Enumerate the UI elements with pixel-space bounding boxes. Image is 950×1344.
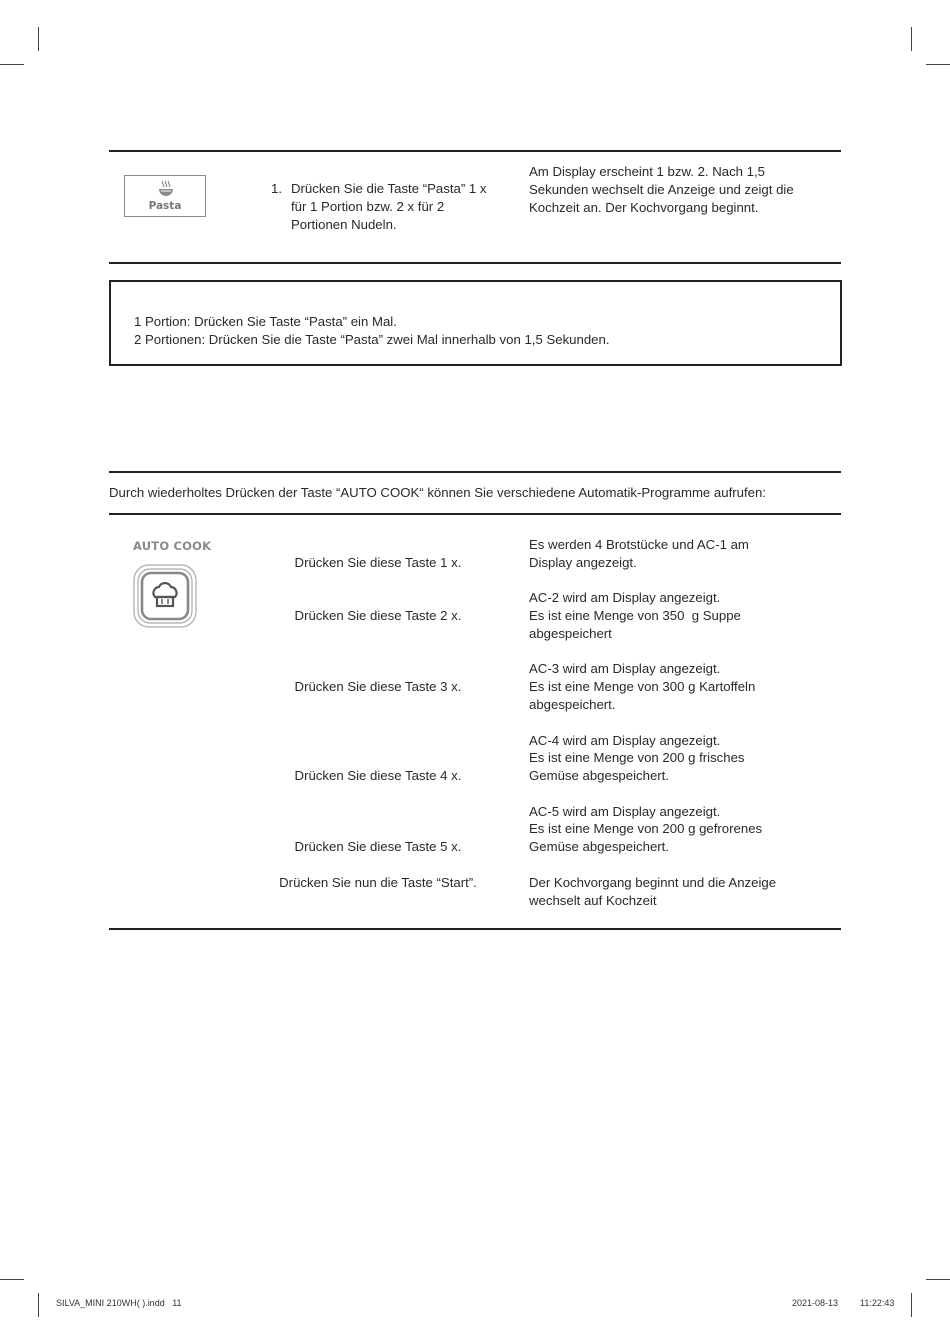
autocook-result-5-line-1: AC-5 wird am Display angezeigt.	[529, 804, 721, 819]
crop-mark	[38, 27, 39, 51]
section-rule	[109, 150, 841, 152]
crop-mark	[911, 27, 912, 51]
pasta-result-line-2: Sekunden wechselt die Anzeige und zeigt die	[529, 182, 794, 197]
crop-mark	[0, 1279, 24, 1280]
section-rule	[109, 471, 841, 473]
chef-hat-icon	[133, 564, 197, 633]
step-number: 1.	[271, 181, 282, 196]
autocook-result-4-line-2: Es ist eine Menge von 200 g frisches	[529, 750, 745, 765]
pasta-step-line-3: Portionen Nudeln.	[291, 217, 397, 232]
crop-mark	[926, 1279, 950, 1280]
autocook-action-3: Drücken Sie diese Taste 3 x.	[294, 679, 462, 694]
autocook-action-2: Drücken Sie diese Taste 2 x.	[294, 608, 462, 623]
autocook-result-1-line-1: Es werden 4 Brotstücke und AC-1 am	[529, 537, 749, 552]
pasta-result-line-3: Kochzeit an. Der Kochvorgang beginnt.	[529, 200, 759, 215]
autocook-action-5: Drücken Sie diese Taste 5 x.	[294, 839, 462, 854]
crop-mark	[38, 1293, 39, 1317]
section-rule	[109, 262, 841, 264]
pasta-step-line-1: Drücken Sie die Taste “Pasta” 1 x	[291, 181, 487, 196]
section-rule	[109, 513, 841, 515]
section-rule	[109, 928, 841, 930]
crop-mark	[926, 64, 950, 65]
autocook-result-3-line-2: Es ist eine Menge von 300 g Kartoffeln	[529, 679, 756, 694]
note-box	[109, 280, 842, 366]
autocook-result-1-line-2: Display angezeigt.	[529, 555, 637, 570]
autocook-result-4-line-3: Gemüse abgespeichert.	[529, 768, 670, 783]
pasta-result-line-1: Am Display erscheint 1 bzw. 2. Nach 1,5	[529, 164, 766, 179]
pasta-button-label: Pasta	[148, 200, 182, 212]
autocook-intro: Durch wiederholtes Drücken der Taste “AUTO COOK“ können Sie verschiedene Automatik-Programme aufrufen:	[109, 485, 766, 500]
autocook-action-1: Drücken Sie diese Taste 1 x.	[294, 555, 462, 570]
autocook-result-start-line-2: wechselt auf Kochzeit	[529, 893, 657, 908]
note-line-1: 1 Portion: Drücken Sie Taste “Pasta” ein Mal.	[134, 314, 397, 329]
autocook-action-start: Drücken Sie nun die Taste “Start”.	[279, 875, 477, 890]
autocook-result-4-line-1: AC-4 wird am Display angezeigt.	[529, 733, 721, 748]
autocook-result-2-line-3: abgespeichert	[529, 626, 612, 641]
crop-mark	[0, 64, 24, 65]
footer-filename: SILVA_MINI 210WH( ).indd 11	[56, 1298, 182, 1308]
autocook-result-5-line-2: Es ist eine Menge von 200 g gefrorenes	[529, 821, 763, 836]
footer-date: 2021-08-13	[792, 1298, 839, 1308]
autocook-result-3-line-1: AC-3 wird am Display angezeigt.	[529, 661, 721, 676]
autocook-button-label: AUTO COOK	[133, 539, 212, 553]
autocook-result-2-line-2: Es ist eine Menge von 350 g Suppe	[529, 608, 741, 623]
autocook-result-5-line-3: Gemüse abgespeichert.	[529, 839, 670, 854]
pasta-button-illustration	[124, 175, 206, 217]
footer-time: 11:22:43	[860, 1298, 895, 1308]
autocook-result-start-line-1: Der Kochvorgang beginnt und die Anzeige	[529, 875, 777, 890]
autocook-action-4: Drücken Sie diese Taste 4 x.	[294, 768, 462, 783]
note-line-2: 2 Portionen: Drücken Sie die Taste “Pasta” zwei Mal innerhalb von 1,5 Sekunden.	[134, 332, 610, 347]
pasta-step-line-2: für 1 Portion bzw. 2 x für 2	[291, 199, 445, 214]
autocook-result-2-line-1: AC-2 wird am Display angezeigt.	[529, 590, 721, 605]
autocook-result-3-line-3: abgespeichert.	[529, 697, 616, 712]
crop-mark	[911, 1293, 912, 1317]
